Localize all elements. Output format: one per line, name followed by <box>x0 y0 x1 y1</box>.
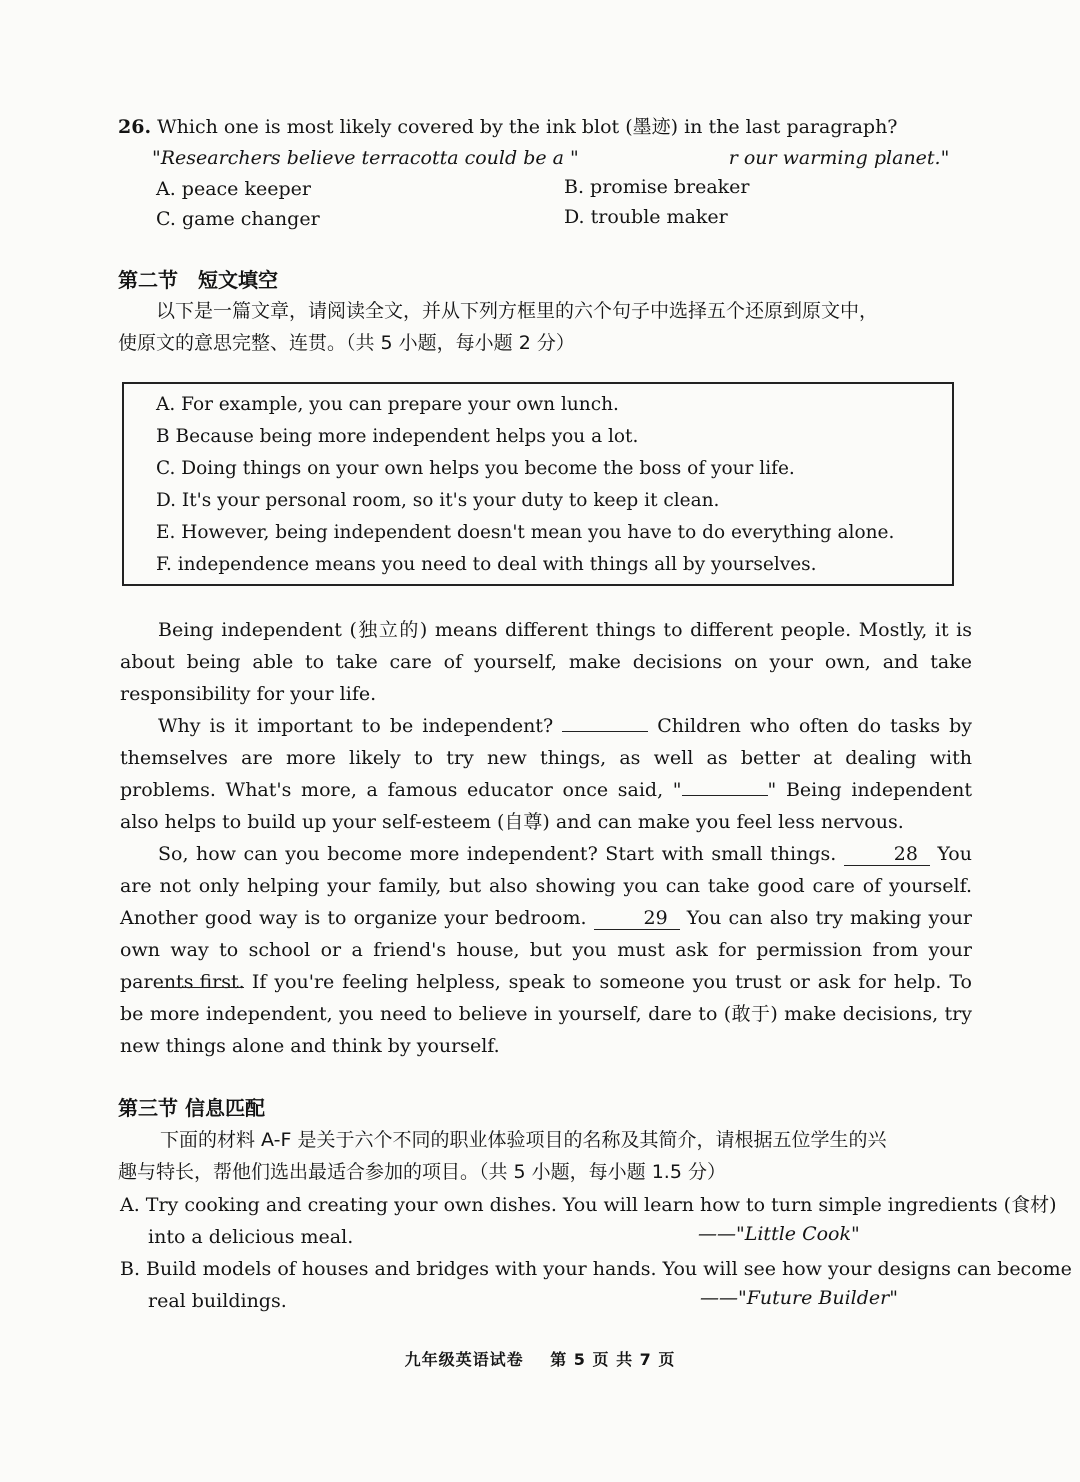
paragraph-4-text: If you're feeling helpless, speak to someone you trust or ask for help. To be more independent, you need to believe in yourself, dare to (敢于) make decisions, try new things alone and think by yourself. <box>120 971 972 1057</box>
question-quote <box>152 144 949 172</box>
box-option-c: C. Doing things on your own helps you become the boss of your life. <box>156 458 795 479</box>
footer-page-number: 第 5 页 共 7 页 <box>550 1350 676 1369</box>
paragraph-3-text-b: You are not only helping your family, but also showing you can take good care of yourself. Another good way is to organize your bedroom. <box>120 843 972 929</box>
box-option-f: F. independence means you need to deal with things all by yourselves. <box>156 554 817 575</box>
footer-title: 九年级英语试卷 <box>404 1350 524 1369</box>
box-option-b: B Because being more independent helps you a lot. <box>156 426 639 447</box>
paragraph-3-text-a: So, how can you become more independent? Start with small things. <box>158 843 837 865</box>
section3-instruction-2: 趣与特长，帮他们选出最适合参加的项目。（共 5 小题，每小题 1.5 分） <box>118 1161 726 1183</box>
quote-start: "Researchers believe terracotta could be a " <box>152 147 579 169</box>
blank-30[interactable] <box>158 987 244 988</box>
item-b-line-2: real buildings. <box>148 1290 287 1312</box>
passage-paragraph-2 <box>120 710 972 838</box>
box-option-e: E. However, being independent doesn't mean you have to do everything alone. <box>156 522 895 543</box>
box-option-a: A. For example, you can prepare your own lunch. <box>156 394 619 415</box>
sentence-options-box <box>122 382 954 586</box>
section3-instruction-1: 下面的材料 A-F 是关于六个不同的职业体验项目的名称及其简介，请根据五位学生的兴 <box>160 1129 887 1151</box>
paragraph-3-text-c: You can also try making your own way to school or a friend's house, but you must ask for permission from your parents first. <box>120 907 972 993</box>
paragraph-2-text-b: Children who often do tasks by themselves are more likely to try new things, as well as better at dealing with problems. What's more, a famous educator once said, " <box>120 715 972 801</box>
blank-29[interactable]: 29 <box>594 907 680 930</box>
paragraph-2-text-c: " Being independent also helps to build up your self-esteem (自尊) and can make you feel less nervous. <box>120 779 972 833</box>
blank-26[interactable] <box>562 731 648 732</box>
blank-27[interactable] <box>682 795 768 796</box>
option-a: A. peace keeper <box>156 178 311 200</box>
blank-28[interactable]: 28 <box>844 843 930 866</box>
question-number: 26. <box>118 116 152 138</box>
passage-paragraph-1 <box>120 614 972 710</box>
item-b-signature: ——"Future Builder" <box>700 1287 898 1309</box>
quote-end: r our warming planet." <box>728 147 950 169</box>
paragraph-2-text-a: Why is it important to be independent? <box>158 715 554 737</box>
section2-heading: 第二节 短文填空 <box>118 268 278 292</box>
box-option-d: D. It's your personal room, so it's your duty to keep it clean. <box>156 490 720 511</box>
section2-instruction-1: 以下是一篇文章，请阅读全文，并从下列方框里的六个句子中选择五个还原到原文中， <box>156 300 879 322</box>
question-stem: Which one is most likely covered by the ink blot (墨迹) in the last paragraph? <box>157 116 898 138</box>
item-b-line-1: B. Build models of houses and bridges with your hands. You will see how your designs can become <box>120 1258 1072 1280</box>
section2-instruction-2: 使原文的意思完整、连贯。（共 5 小题，每小题 2 分） <box>118 332 575 354</box>
paragraph-1-text: Being independent (独立的) means different things to different people. Mostly, it is about being able to take care of yourself, make decisions on your own, and take responsibility for your life. <box>120 619 972 705</box>
section3-heading: 第三节 信息匹配 <box>118 1096 265 1120</box>
item-a-line-1: A. Try cooking and creating your own dishes. You will learn how to turn simple ingredients (食材) <box>120 1194 1057 1216</box>
passage-paragraph-4 <box>120 966 972 1062</box>
question-26 <box>118 113 898 141</box>
item-a-signature: ——"Little Cook" <box>698 1223 860 1245</box>
option-c: C. game changer <box>156 208 320 230</box>
item-a-line-2: into a delicious meal. <box>148 1226 354 1248</box>
option-b: B. promise breaker <box>564 176 750 198</box>
option-d: D. trouble maker <box>564 206 728 228</box>
page-footer <box>0 1347 1080 1370</box>
